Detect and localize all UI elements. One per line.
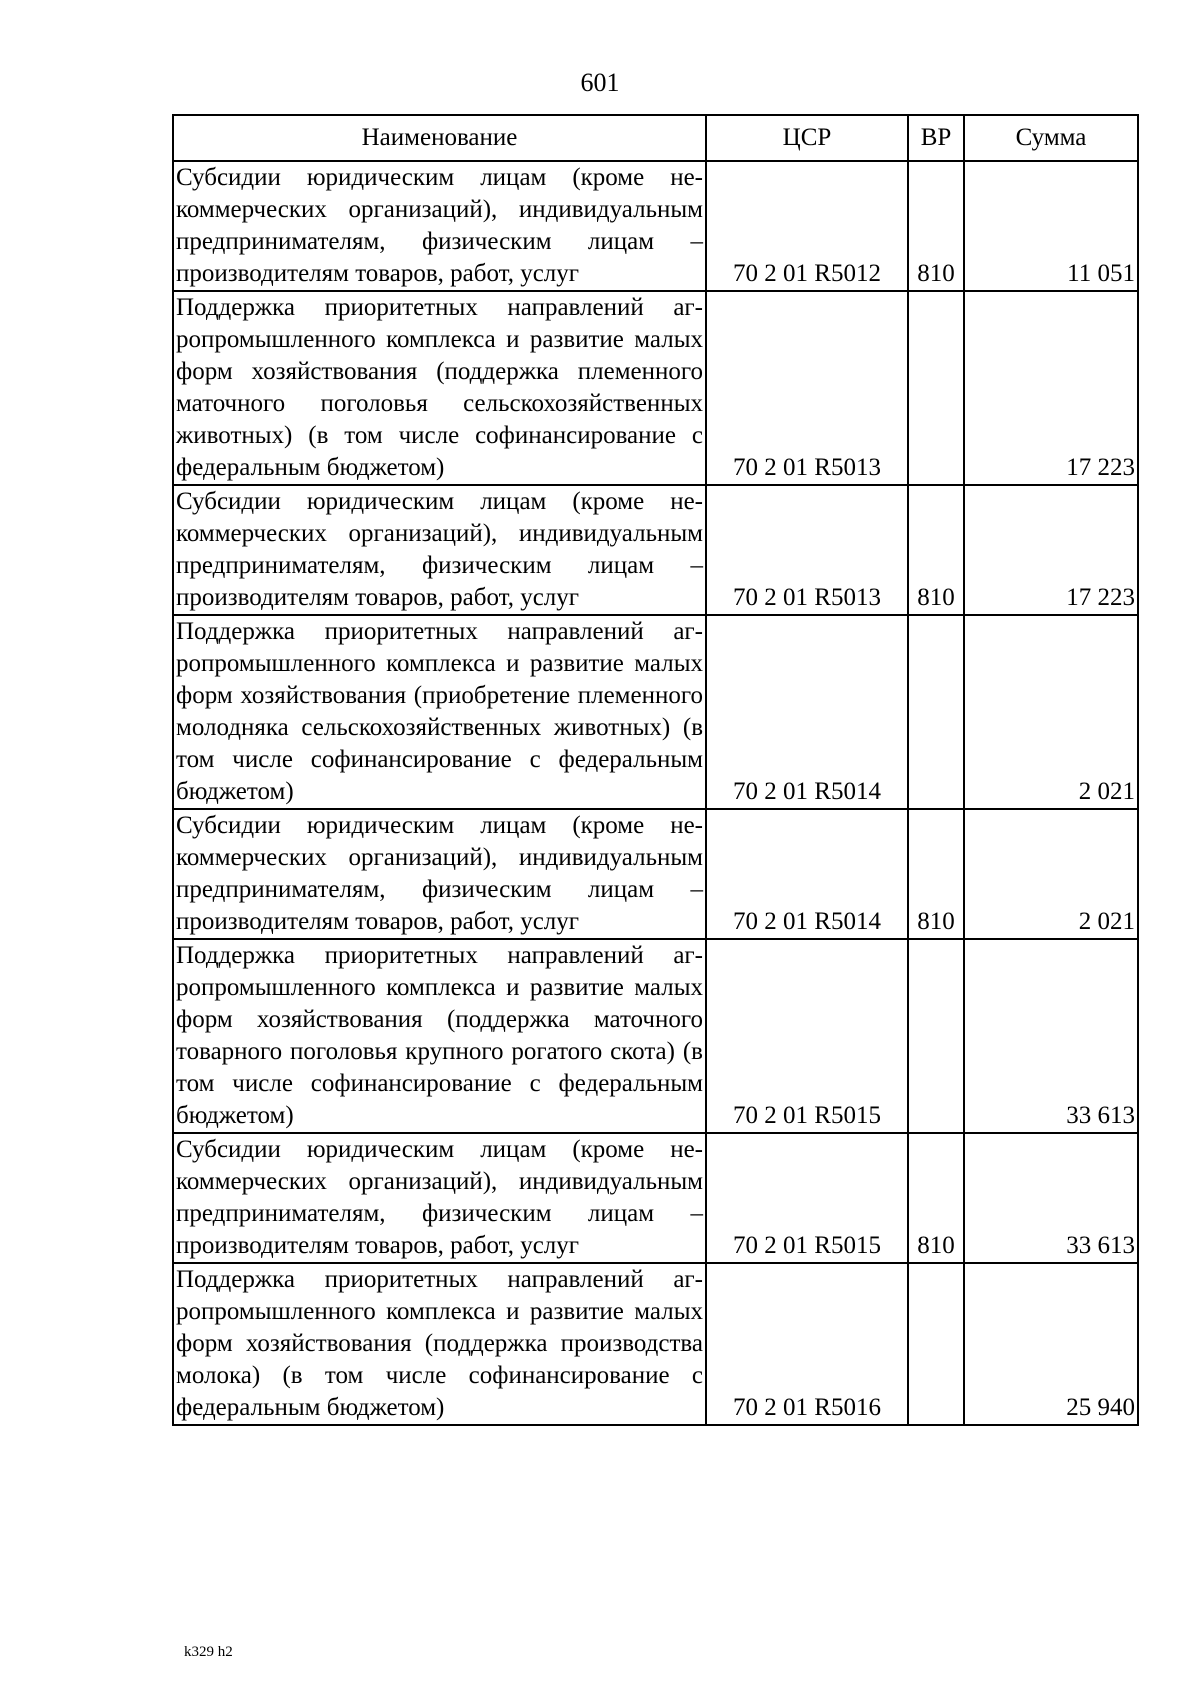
table-row xyxy=(173,485,1138,615)
footer-code: k329 h2 xyxy=(184,1644,233,1660)
row-sum: 2 021 xyxy=(964,809,1138,939)
row-sum: 17 223 xyxy=(964,485,1138,615)
table-row xyxy=(173,161,1138,291)
row-csr: 70 2 01 R5014 xyxy=(706,615,908,809)
table-row xyxy=(173,615,1138,809)
row-csr: 70 2 01 R5013 xyxy=(706,291,908,485)
row-name: Поддержка приоритетных направлений агропромышленного комплекса и развитие малых форм хозяйствования (поддержка маточного товарного поголовья крупного рогатого скота) (в том числе софинансирование с федеральным бюджетом) xyxy=(173,939,706,1133)
row-name: Субсидии юридическим лицам (кроме некоммерческих организаций), индивидуальным предпринимателям, физическим лицам – производителям товаров, работ, услуг xyxy=(173,485,706,615)
row-vr xyxy=(908,291,964,485)
budget-table xyxy=(172,114,1139,1426)
row-name: Субсидии юридическим лицам (кроме некоммерческих организаций), индивидуальным предпринимателям, физическим лицам – производителям товаров, работ, услуг xyxy=(173,161,706,291)
row-csr: 70 2 01 R5015 xyxy=(706,939,908,1133)
row-csr: 70 2 01 R5012 xyxy=(706,161,908,291)
row-name: Поддержка приоритетных направлений агропромышленного комплекса и развитие малых форм хозяйствования (поддержка производства молока) (в том числе софинансирование с федеральным бюджетом) xyxy=(173,1263,706,1425)
row-csr: 70 2 01 R5016 xyxy=(706,1263,908,1425)
table-row xyxy=(173,1133,1138,1263)
row-sum: 2 021 xyxy=(964,615,1138,809)
row-vr: 810 xyxy=(908,485,964,615)
row-name: Субсидии юридическим лицам (кроме некоммерческих организаций), индивидуальным предпринимателям, физическим лицам – производителям товаров, работ, услуг xyxy=(173,1133,706,1263)
page-number: 601 xyxy=(580,68,620,97)
row-csr: 70 2 01 R5013 xyxy=(706,485,908,615)
row-vr: 810 xyxy=(908,1133,964,1263)
table-row xyxy=(173,291,1138,485)
row-vr xyxy=(908,1263,964,1425)
row-sum: 25 940 xyxy=(964,1263,1138,1425)
row-csr: 70 2 01 R5015 xyxy=(706,1133,908,1263)
row-vr: 810 xyxy=(908,809,964,939)
header-name: Наименование xyxy=(173,115,706,161)
table-row xyxy=(173,809,1138,939)
row-csr: 70 2 01 R5014 xyxy=(706,809,908,939)
row-vr xyxy=(908,615,964,809)
header-sum: Сумма xyxy=(964,115,1138,161)
row-name: Поддержка приоритетных направлений агропромышленного комплекса и развитие малых форм хозяйствования (поддержка племенного маточного поголовья сельскохозяйственных животных) (в том числе софинансирование с федеральным бюджетом) xyxy=(173,291,706,485)
row-sum: 33 613 xyxy=(964,939,1138,1133)
table-row xyxy=(173,1263,1138,1425)
row-name: Субсидии юридическим лицам (кроме некоммерческих организаций), индивидуальным предпринимателям, физическим лицам – производителям товаров, работ, услуг xyxy=(173,809,706,939)
row-name: Поддержка приоритетных направлений агропромышленного комплекса и развитие малых форм хозяйствования (приобретение племенного молодняка сельскохозяйственных животных) (в том числе софинансирование с федеральным бюджетом) xyxy=(173,615,706,809)
header-csr: ЦСР xyxy=(706,115,908,161)
row-sum: 11 051 xyxy=(964,161,1138,291)
row-sum: 17 223 xyxy=(964,291,1138,485)
row-vr xyxy=(908,939,964,1133)
header-vr: ВР xyxy=(908,115,964,161)
row-sum: 33 613 xyxy=(964,1133,1138,1263)
table-header-row xyxy=(173,115,1138,161)
row-vr: 810 xyxy=(908,161,964,291)
table-row xyxy=(173,939,1138,1133)
